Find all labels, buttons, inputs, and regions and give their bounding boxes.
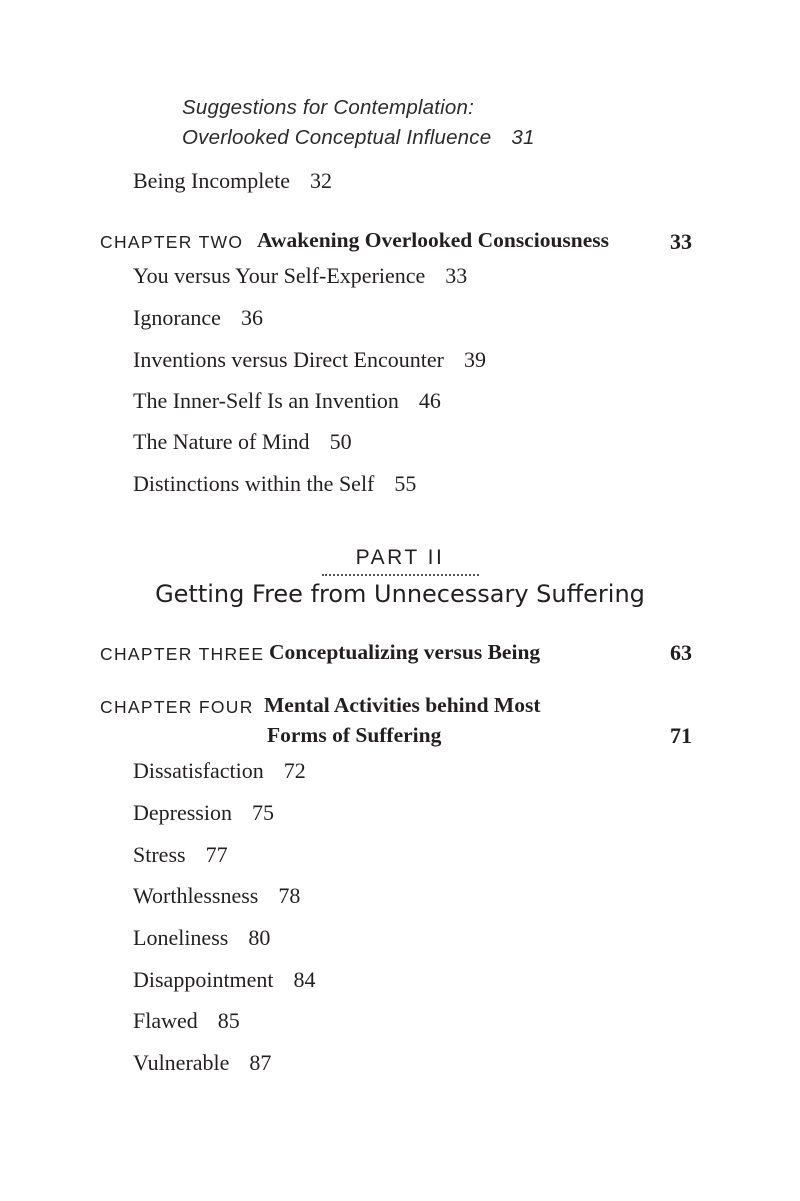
page-number: 55 <box>394 471 417 496</box>
page-number: 80 <box>248 925 271 950</box>
toc-entry[interactable]: Distinctions within the Self 55 <box>133 471 417 496</box>
toc-entry[interactable]: Dissatisfaction 72 <box>133 758 306 783</box>
page-number: 33 <box>445 263 468 288</box>
dotted-rule <box>322 574 479 576</box>
toc-suggestions-line1[interactable]: Suggestions for Contemplation: <box>182 96 475 119</box>
chapter-title-line2[interactable]: Forms of Suffering <box>267 723 442 747</box>
chapter-label: CHAPTER TWO <box>100 232 244 252</box>
page-number: 78 <box>278 883 301 908</box>
toc-entry[interactable]: Being Incomplete 32 <box>133 168 333 193</box>
page-number: 36 <box>240 305 263 330</box>
toc-entry[interactable]: Ignorance 36 <box>133 305 263 330</box>
chapter-page-number: 33 <box>670 229 692 254</box>
page-number: 85 <box>217 1008 240 1033</box>
toc-entry[interactable]: Loneliness 80 <box>133 925 271 950</box>
chapter-page-number: 63 <box>670 640 692 665</box>
toc-entry[interactable]: The Nature of Mind 50 <box>133 429 352 454</box>
toc-suggestions-line2[interactable]: Overlooked Conceptual Influence 31 <box>182 126 535 149</box>
page-number: 46 <box>418 388 441 413</box>
page-number: 87 <box>249 1050 272 1075</box>
toc-entry[interactable]: Disappointment 84 <box>133 967 316 992</box>
page-number: 84 <box>293 967 316 992</box>
toc-entry[interactable]: Flawed 85 <box>133 1008 240 1033</box>
chapter-label: CHAPTER THREE <box>100 644 265 664</box>
toc-entry[interactable]: Stress 77 <box>133 842 228 867</box>
page-number: 77 <box>205 842 228 867</box>
chapter-title[interactable]: Awakening Overlooked Consciousness <box>257 228 610 252</box>
toc-entry[interactable]: Worthlessness 78 <box>133 883 301 908</box>
toc-entry[interactable]: The Inner-Self Is an Invention 46 <box>133 388 441 413</box>
chapter-title[interactable]: Mental Activities behind Most <box>264 693 541 717</box>
page-number: 32 <box>310 168 333 193</box>
chapter-title[interactable]: Conceptualizing versus Being <box>269 640 541 664</box>
toc-entry[interactable]: You versus Your Self-Experience 33 <box>133 263 468 288</box>
page-number: 50 <box>329 429 352 454</box>
part-label: PART II <box>355 546 445 569</box>
chapter-label: CHAPTER FOUR <box>100 697 254 717</box>
toc-entry[interactable]: Vulnerable 87 <box>133 1050 272 1075</box>
part-title: Getting Free from Unnecessary Suffering <box>155 580 645 608</box>
page-number: 39 <box>463 347 486 372</box>
chapter-page-number: 71 <box>670 723 692 748</box>
page-number: 75 <box>251 800 274 825</box>
page-number: 31 <box>511 126 535 149</box>
toc-entry[interactable]: Depression 75 <box>133 800 274 825</box>
toc-entry[interactable]: Inventions versus Direct Encounter 39 <box>133 347 486 372</box>
page-number: 72 <box>283 758 306 783</box>
